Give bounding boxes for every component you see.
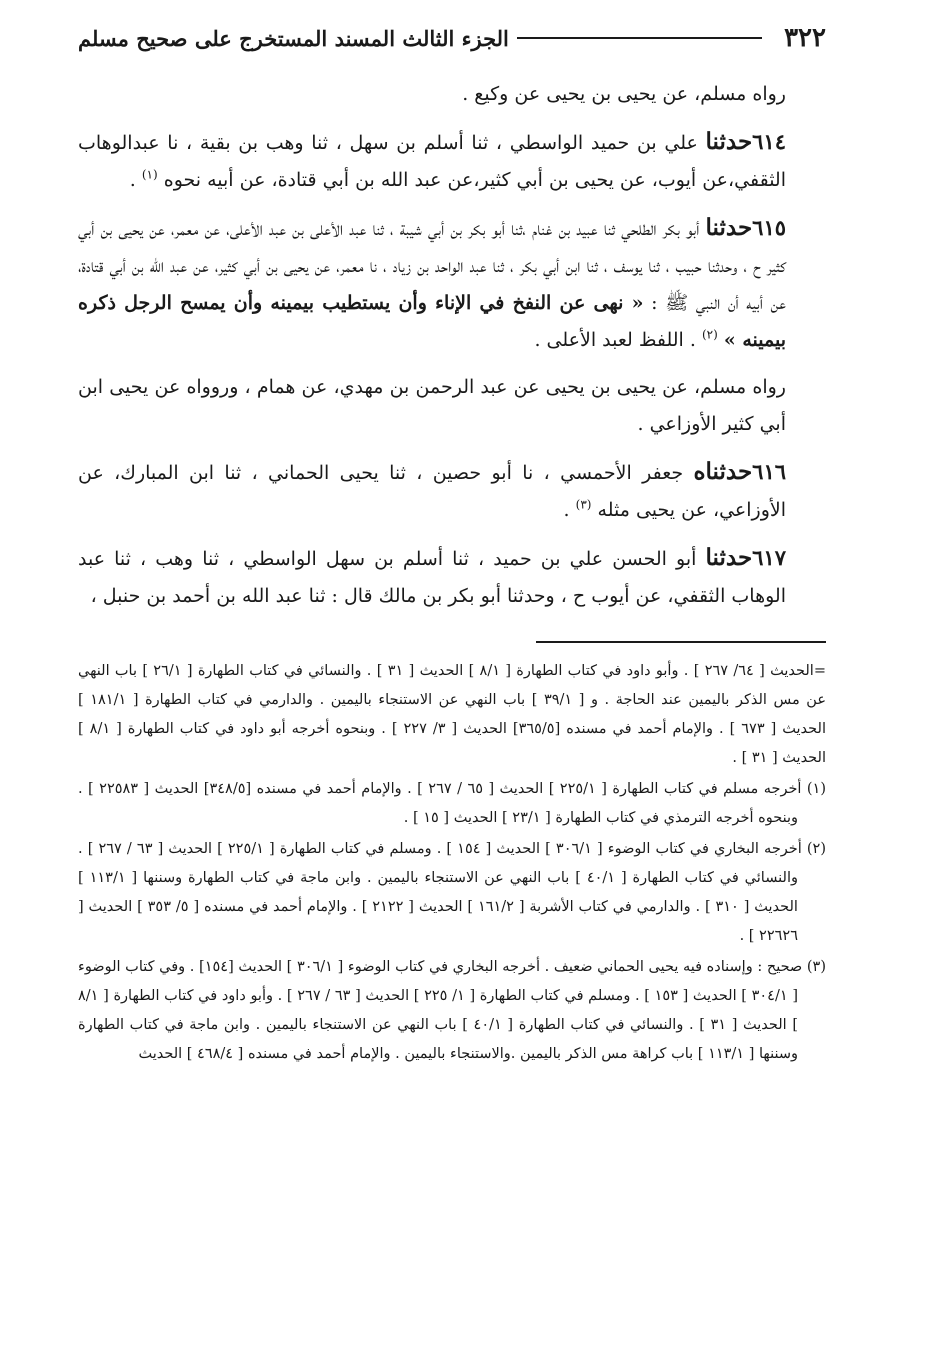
hadith-opening-word: حدثنا (705, 214, 753, 241)
hadith-opening-word: حدثناه (693, 458, 753, 485)
main-text (78, 76, 826, 615)
footnote-1: (١) أخرجه مسلم في كتاب الطهارة [ ٢٢٥/١ ] الحديث [ ٦٥ / ٢٦٧ ] . والإمام أحمد في مسنده [٣٤٨/٥] الحديث [ ٢٢٥٨٣ ] . وبنحوه أخرجه الترمذي في كتاب الطهارة [ ٢٣/١ ] الحديث [ ١٥ ] . (78, 781, 827, 826)
book-page (78, 18, 826, 1071)
hadith-number: ٦١٦ (752, 459, 787, 484)
prophetic-quote: « نهى عن النفخ في الإناء وأن يستطيب بيمينه وأن يمسح الرجل ذكره بيمينه » (78, 292, 786, 351)
footnote-ref-2: (٢) (701, 327, 718, 342)
hadith-opening-word: حدثنا (705, 544, 753, 571)
hadith-617 (78, 539, 826, 615)
footnote-continuation: =الحديث [ ٦٤/ ٢٦٧ ] . وأبو داود في كتاب الطهارة [ ٨/١ ] الحديث [ ٣١ ] . والنسائي في كتاب الطهارة [ ٢٦/١ ] باب النهي عن مس الذكر باليمين عند الحاجة . و [ ٣٩/١ ] باب النهي عن الاستنجاء باليمين . والدارمي في كتاب الطهارة [ ١٨١/١ ] الحديث [ ٦٧٣ ] . والإمام أحمد في مسنده [٣٦٥/٥] الحديث [ ٣/ ٢٢٧ ] . وبنحوه أخرجه أبو داود في كتاب الطهارة [ ٨/١ ] الحديث [ ٣١ ] . (78, 663, 826, 766)
footnote-ref-3: (٣) (575, 497, 592, 512)
running-title: الجزء الثالث المسند المستخرج على صحيح مسلم (78, 25, 509, 51)
footnotes (78, 657, 826, 1069)
footnote-3: (٣) صحيح : وإسناده فيه يحيى الحماني ضعيف . أخرجه البخاري في كتاب الوضوء [ ٣٠٦/١ ] الحديث [١٥٤] . وفي كتاب الوضوء [ ٣٠٤/١ ] الحديث [ ١٥٣ ] . ومسلم في كتاب الطهارة [ ١/ ٢٢٥ ] الحديث [ ٦٣ / ٢٦٧ ] . وأبو داود في كتاب الطهارة [ ٨/١ ] الحديث [ ٣١ ] . والنسائي في كتاب الطهارة [ ٤٠/١ ] باب النهي عن الاستنجاء باليمين . وابن ماجة في كتاب الطهارة وسننها [ ١١٣/١ ] باب كراهة مس الذكر باليمين .والاستنجاء باليمين . والإمام أحمد في مسنده [ ٤٦٨/٤ ] الحديث (78, 959, 826, 1062)
hadith-text: أبو بكر الطلحي ثنا عبيد بن غنام ،ثنا أبو بكر بن أبي شيبة ، ثنا عبد الأعلى بن عبد الأعلى، عن معمر، عن يحيى بن أبي كثير ح ، وحدثنا حبيب ، ثنا يوسف ، ثنا ابن أبي بكر ، ثنا عبد الواحد بن زياد ، نا معمر، عن يحيى بن أبي كثير، عن عبد الله بن أبي قتادة، عن أبيه أن النبي ﷺ : (78, 218, 786, 314)
hadith-end: . (563, 499, 570, 521)
footnote-2: (٢) أخرجه البخاري في كتاب الوضوء [ ٣٠٦/١ ] الحديث [ ١٥٤ ] . ومسلم في كتاب الطهارة [ ٢٢٥/١ ] الحديث [ ٦٣ / ٢٦٧ ] . والنسائي في كتاب الطهارة [ ٤٠/١ ] باب النهي عن الاستنجاء باليمين . وابن ماجة في كتاب الطهارة وسننها [ ١١٣/١ ] الحديث [ ٣١٠ ] . والدارمي في كتاب الأشربة [ ١٦١/٢ ] الحديث [ ٢١٢٢ ] . والإمام أحمد في مسنده [ ٥/ ٣٥٣ ] الحديث [ ٢٢٦٢٦ ] . (78, 841, 827, 944)
hadith-tail: . اللفظ لعبد الأعلى . (534, 329, 696, 351)
page-number: ٣٢٢ (784, 23, 826, 53)
hadith-number: ٦١٤ (752, 129, 786, 154)
footnote-separator (536, 641, 826, 643)
hadith-opening-word: حدثنا (705, 128, 753, 155)
header-rule (517, 37, 762, 39)
muslim-narration-1: رواه مسلم، عن يحيى بن يحيى عن وكيع . (462, 83, 786, 105)
hadith-615 (78, 209, 826, 359)
hadith-614 (78, 123, 826, 199)
hadith-number: ٦١٧ (752, 545, 786, 570)
muslim-narration-2: رواه مسلم، عن يحيى بن يحيى عن عبد الرحمن بن مهدي، عن همام ، وروواه عن يحيى ابن أبي كثير الأوزاعي . (78, 376, 786, 435)
hadith-number: ٦١٥ (752, 215, 787, 240)
hadith-616 (78, 453, 826, 529)
hadith-end: . (129, 169, 136, 191)
hadith-text: جعفر الأحمسي ، نا أبو حصين ، ثنا يحيى الحماني ، ثنا ابن المبارك، عن الأوزاعي، عن يحيى مثله (78, 462, 786, 521)
footnote-ref-1: (١) (141, 167, 158, 182)
hadith-text: أبو الحسن علي بن حميد ، ثنا أسلم بن سهل الواسطي ، ثنا وهب ، ثنا عبد الوهاب الثقفي، عن أيوب ح ، وحدثنا أبو بكر بن مالك قال : ثنا عبد الله بن أحمد بن حنبل ، (78, 548, 786, 607)
hadith-text: علي بن حميد الواسطي ، ثنا أسلم بن سهل ، ثنا وهب بن بقية ، نا عبدالوهاب الثقفي،عن أيوب، عن يحيى بن أبي كثير،عن عبد الله بن أبي قتادة، عن أبيه نحوه (78, 132, 786, 191)
page-header (78, 18, 826, 58)
